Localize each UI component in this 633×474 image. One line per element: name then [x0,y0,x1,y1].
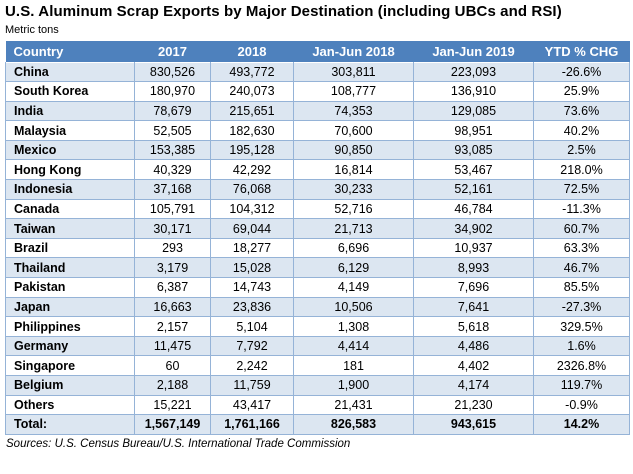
value-cell: 105,791 [135,199,211,219]
table-row [6,278,630,298]
value-cell: 293 [135,238,211,258]
value-cell: 195,128 [211,140,294,160]
value-cell: 16,814 [294,160,414,180]
value-cell: 85.5% [534,278,630,298]
table-row [6,62,630,82]
value-cell: 7,792 [211,336,294,356]
value-cell: 43,417 [211,395,294,415]
value-cell: 4,486 [414,336,534,356]
country-cell: Canada [6,199,135,219]
value-cell: 63.3% [534,238,630,258]
value-cell: 70,600 [294,121,414,141]
value-cell: 2,188 [135,376,211,396]
value-cell: 2326.8% [534,356,630,376]
value-cell: 14,743 [211,278,294,298]
value-cell: 60 [135,356,211,376]
value-cell: 53,467 [414,160,534,180]
value-cell: 76,068 [211,180,294,200]
total-label-cell: Total: [6,415,135,435]
country-cell: Others [6,395,135,415]
country-cell: Mexico [6,140,135,160]
table-row [6,317,630,337]
value-cell: 21,230 [414,395,534,415]
source-note: Sources: U.S. Census Bureau/U.S. International Trade Commission [6,437,351,450]
value-cell: 215,651 [211,101,294,121]
column-header-2017: 2017 [135,41,211,62]
value-cell: -11.3% [534,199,630,219]
table-row [6,121,630,141]
value-cell: 4,174 [414,376,534,396]
value-cell: -27.3% [534,297,630,317]
value-cell: 30,233 [294,180,414,200]
value-cell: 37,168 [135,180,211,200]
table-row [6,356,630,376]
country-cell: Belgium [6,376,135,396]
total-row [6,415,630,435]
table-row [6,101,630,121]
value-cell: 10,937 [414,238,534,258]
country-cell: Thailand [6,258,135,278]
value-cell: 34,902 [414,219,534,239]
value-cell: 40,329 [135,160,211,180]
column-header-jan-jun-2018: Jan-Jun 2018 [294,41,414,62]
country-cell: Philippines [6,317,135,337]
value-cell: 830,526 [135,62,211,82]
value-cell: 21,431 [294,395,414,415]
country-cell: Taiwan [6,219,135,239]
table-row [6,376,630,396]
value-cell: 1,761,166 [211,415,294,435]
value-cell: 181 [294,356,414,376]
value-cell: -0.9% [534,395,630,415]
value-cell: 21,713 [294,219,414,239]
table-header-row [6,41,630,62]
table-row [6,140,630,160]
country-cell: Malaysia [6,121,135,141]
value-cell: 15,221 [135,395,211,415]
table-row [6,160,630,180]
value-cell: 69,044 [211,219,294,239]
value-cell: 4,149 [294,278,414,298]
value-cell: 52,161 [414,180,534,200]
column-header-country: Country [6,41,135,62]
value-cell: 18,277 [211,238,294,258]
value-cell: 46.7% [534,258,630,278]
country-cell: Japan [6,297,135,317]
value-cell: 1,308 [294,317,414,337]
value-cell: 90,850 [294,140,414,160]
value-cell: 73.6% [534,101,630,121]
value-cell: 30,171 [135,219,211,239]
value-cell: 14.2% [534,415,630,435]
value-cell: 329.5% [534,317,630,337]
country-cell: India [6,101,135,121]
column-header-ytd-chg: YTD % CHG [534,41,630,62]
value-cell: 72.5% [534,180,630,200]
value-cell: 10,506 [294,297,414,317]
country-cell: Hong Kong [6,160,135,180]
value-cell: 93,085 [414,140,534,160]
units-label: Metric tons [5,24,59,36]
value-cell: 78,679 [135,101,211,121]
value-cell: 3,179 [135,258,211,278]
exports-table [5,41,630,435]
value-cell: 25.9% [534,82,630,102]
value-cell: 23,836 [211,297,294,317]
value-cell: 223,093 [414,62,534,82]
value-cell: 6,387 [135,278,211,298]
country-cell: Indonesia [6,180,135,200]
value-cell: 74,353 [294,101,414,121]
table-row [6,82,630,102]
table-row [6,199,630,219]
value-cell: 108,777 [294,82,414,102]
value-cell: 5,104 [211,317,294,337]
value-cell: 240,073 [211,82,294,102]
value-cell: 6,129 [294,258,414,278]
table-row [6,238,630,258]
value-cell: 4,414 [294,336,414,356]
value-cell: 52,716 [294,199,414,219]
value-cell: 8,993 [414,258,534,278]
value-cell: 46,784 [414,199,534,219]
value-cell: 180,970 [135,82,211,102]
value-cell: 7,641 [414,297,534,317]
value-cell: 42,292 [211,160,294,180]
value-cell: 16,663 [135,297,211,317]
value-cell: 218.0% [534,160,630,180]
country-cell: China [6,62,135,82]
table-row [6,336,630,356]
value-cell: 40.2% [534,121,630,141]
country-cell: South Korea [6,82,135,102]
value-cell: -26.6% [534,62,630,82]
value-cell: 15,028 [211,258,294,278]
value-cell: 60.7% [534,219,630,239]
value-cell: 2,242 [211,356,294,376]
value-cell: 136,910 [414,82,534,102]
table-body [6,62,630,434]
column-header-jan-jun-2019: Jan-Jun 2019 [414,41,534,62]
value-cell: 2.5% [534,140,630,160]
table-row [6,395,630,415]
country-cell: Germany [6,336,135,356]
value-cell: 1,567,149 [135,415,211,435]
value-cell: 153,385 [135,140,211,160]
value-cell: 119.7% [534,376,630,396]
country-cell: Pakistan [6,278,135,298]
value-cell: 826,583 [294,415,414,435]
value-cell: 943,615 [414,415,534,435]
value-cell: 1,900 [294,376,414,396]
value-cell: 52,505 [135,121,211,141]
value-cell: 182,630 [211,121,294,141]
value-cell: 2,157 [135,317,211,337]
page-title: U.S. Aluminum Scrap Exports by Major Destination (including UBCs and RSI) [5,3,562,20]
value-cell: 4,402 [414,356,534,376]
value-cell: 493,772 [211,62,294,82]
value-cell: 104,312 [211,199,294,219]
value-cell: 11,475 [135,336,211,356]
value-cell: 6,696 [294,238,414,258]
table-row [6,297,630,317]
table-row [6,258,630,278]
value-cell: 11,759 [211,376,294,396]
column-header-2018: 2018 [211,41,294,62]
value-cell: 98,951 [414,121,534,141]
table-row [6,180,630,200]
value-cell: 303,811 [294,62,414,82]
value-cell: 5,618 [414,317,534,337]
country-cell: Brazil [6,238,135,258]
country-cell: Singapore [6,356,135,376]
value-cell: 1.6% [534,336,630,356]
value-cell: 129,085 [414,101,534,121]
table-row [6,219,630,239]
value-cell: 7,696 [414,278,534,298]
